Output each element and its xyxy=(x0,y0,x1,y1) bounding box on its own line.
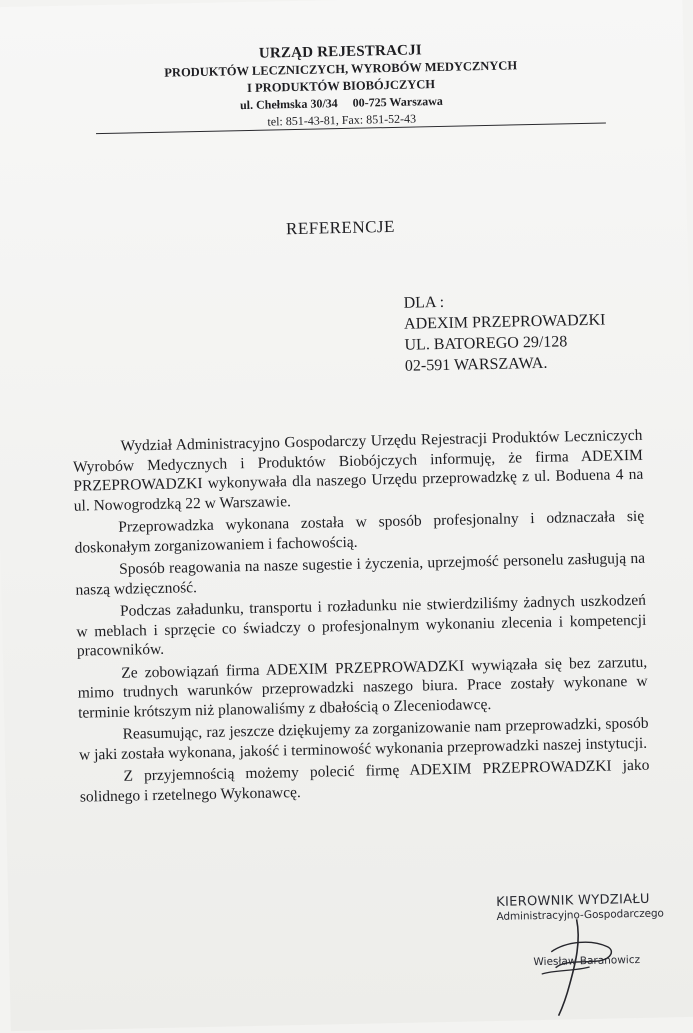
recipient-line-2: ADEXIM PRZEPROWADZKI xyxy=(403,311,606,333)
body-paragraph-4: Podczas załadunku, transportu i rozładunku nie stwierdziliśmy żadnych uszkodzeń w meblach i sprzęcie co świadczy o profesjonalnym wykonaniu zlecenia i kompetencji pracowników. xyxy=(76,591,647,660)
body-paragraph-7: Z przyjemnością możemy polecić firmę ADEXIM PRZEPROWADZKI jako solidnego i rzetelnego Wykonawcę. xyxy=(79,756,650,806)
signature-department: Administracyjno-Gospodarczego xyxy=(496,907,664,923)
letterhead-phone: tel: 851-43-81, Fax: 851-52-43 xyxy=(267,111,417,129)
signature-stamp xyxy=(496,891,693,969)
body-paragraph-5: Ze zobowiązań firma ADEXIM PRZEPROWADZKI wywiązała się bez zarzutu, mimo trudnych warunków przeprowadzki naszego biura. Prace zostały wykonane w terminie krótszym niż planowaliśmy z dbałością o Zleceniodawcę. xyxy=(77,653,648,722)
body-paragraph-1: Wydział Administracyjno Gospodarczy Urzędu Rejestracji Produktów Leczniczych Wyrobów Medycznych i Produktów Biobójczych informuję, że firma ADEXIM PRZEPROWADZKI wykonywała dla naszego Urzędu przeprowadzkę z ul. Boduena 4 na ul. Nowogrodzką 22 w Warszawie. xyxy=(72,426,644,515)
letterhead-subtitle-line2: I PRODUKTÓW BIOBÓJCZYCH xyxy=(246,77,436,95)
letterhead-address: ul. Chełmska 30/34 00-725 Warszawa xyxy=(239,93,443,113)
document-title: REFERENCJE xyxy=(285,216,396,239)
recipient-block xyxy=(403,289,606,377)
letterhead-subtitle-line1: PRODUKTÓW LECZNICZYCH, WYROBÓW MEDYCZNYCH xyxy=(164,58,518,80)
body-paragraph-2: Przeprowadzka wykonana została w sposób profesjonalny i odznaczała się doskonałym zorganizowaniem i fachowością. xyxy=(74,507,645,557)
signature-title: KIEROWNIK WYDZIAŁU xyxy=(496,891,650,910)
letterhead-title: URZĄD REJESTRACJI xyxy=(258,42,423,62)
recipient-line-4: 02-591 WARSZAWA. xyxy=(404,354,548,375)
signature-name: Wiesław Baranowicz xyxy=(533,953,641,969)
recipient-line-1: DLA : xyxy=(403,293,445,312)
recipient-line-3: UL. BATOREGO 29/128 xyxy=(404,333,568,354)
body-paragraph-6: Reasumując, raz jeszcze dziękujemy za zorganizowanie nam przeprowadzki, sposób w jaki została wykonana, jakość i terminowość wykonania przeprowadzki naszej instytucji. xyxy=(78,714,649,764)
letterhead xyxy=(120,39,562,133)
letter-body xyxy=(72,426,650,810)
body-paragraph-3: Sposób reagowania na nasze sugestie i życzenia, uprzejmość personelu zasługują na naszą wdzięczność. xyxy=(75,549,646,599)
